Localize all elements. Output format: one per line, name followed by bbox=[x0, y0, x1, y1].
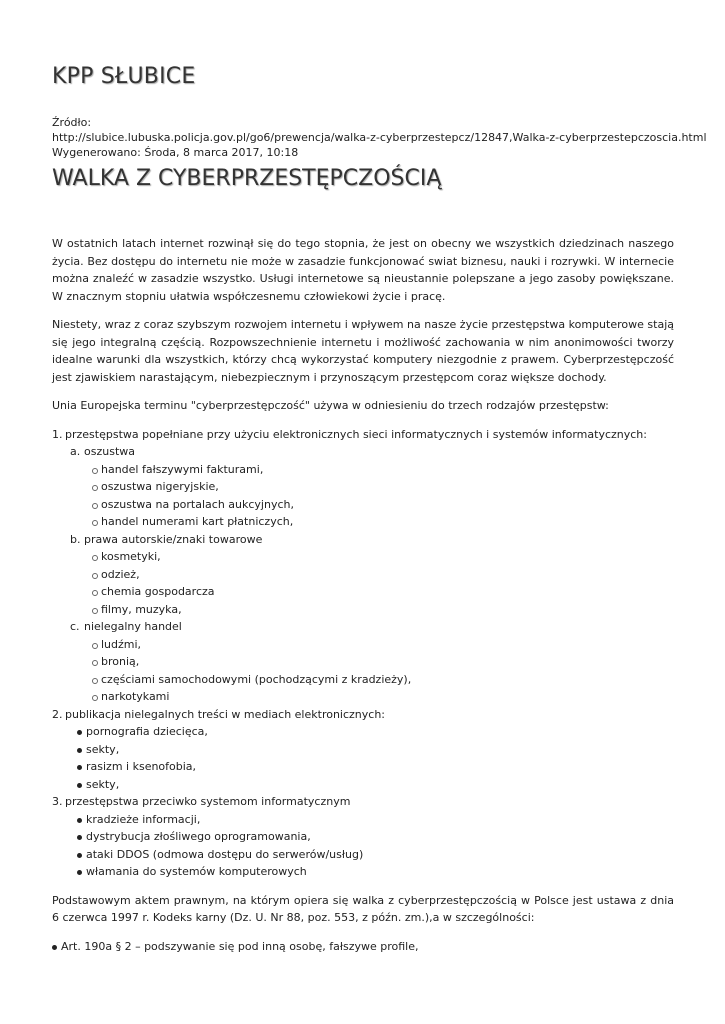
paragraph-crime: Niestety, wraz z coraz szybszym rozwojem internetu i wpływem na nasze życie przestępstwa komputerowe stają się jego integralną częścią. Rozpowszechnienie internetu i możliwość zachowania w nim anonimowości tworzy idealne warunki dla wszystkich, którzy chcą wykorzystać komputery niezgodnie z prawem. Cyberprzestępczość jest zjawiskiem narastającym, niebezpiecznym i przynoszącym przestępcom coraz większe dochody. bbox=[52, 318, 674, 384]
list-marker: 3. bbox=[52, 795, 63, 808]
paragraph-law: Podstawowym aktem prawnym, na którym opiera się walka z cyberprzestępczością w Polsce jest ustawa z dnia 6 czerwca 1997 r. Kodeks karny (Dz. U. Nr 88, poz. 553, z późn. zm.),a w szczególności: bbox=[52, 893, 674, 924]
list-marker: 1. bbox=[52, 427, 63, 441]
list-item: włamania do systemów komputerowych bbox=[77, 863, 674, 881]
list-item bbox=[70, 443, 674, 531]
list-item: sekty, bbox=[77, 741, 674, 759]
list-item: narkotykami bbox=[92, 688, 674, 706]
list-item: Art. 190a § 2 – podszywanie się pod inną osobę, fałszywe profile, bbox=[52, 938, 674, 956]
list-item: handel numerami kart płatniczych, bbox=[92, 513, 674, 531]
list-marker: a. bbox=[70, 445, 81, 458]
list-item: bronią, bbox=[92, 653, 674, 671]
list-item: rasizm i ksenofobia, bbox=[77, 758, 674, 776]
list-item: odzież, bbox=[92, 566, 674, 584]
paragraph-intro: W ostatnich latach internet rozwinął się do tego stopnia, że jest on obecny we wszystkich dziedzinach naszego życia. Bez dostępu do internetu nie może w zasadzie funkcjonować swiat biznesu, nauki i rozrywki. W internecie można znaleźć w zasadzie wszystko. Usługi internetowe są nieustannie polepszane a jego zasoby powiększane. W znacznym stopniu ułatwia współczesnemu człowiekowi życie i pracę. bbox=[52, 237, 674, 303]
list-item-label: przestępstwa przeciwko systemom informatycznym bbox=[65, 795, 351, 808]
sublist bbox=[92, 636, 674, 706]
article-title: WALKA Z CYBERPRZESTĘPCZOŚCIĄ bbox=[52, 166, 442, 191]
list-item-label: przestępstwa popełniane przy użyciu elektronicznych sieci informatycznych i systemów informatycznych: bbox=[65, 427, 647, 441]
article-body bbox=[52, 235, 674, 955]
law-articles-list bbox=[52, 938, 674, 956]
sublist bbox=[92, 548, 674, 618]
site-title: KPP SŁUBICE bbox=[52, 64, 196, 89]
list-marker: c. bbox=[70, 620, 80, 633]
generated-date: Wygenerowano: Środa, 8 marca 2017, 10:18 bbox=[52, 146, 299, 159]
list-item: dystrybucja złośliwego oprogramowania, bbox=[77, 828, 674, 846]
list-item: pornografia dziecięca, bbox=[77, 723, 674, 741]
list-item: częściami samochodowymi (pochodzącymi z kradzieży), bbox=[92, 671, 674, 689]
list-item bbox=[52, 426, 674, 706]
sublist bbox=[70, 443, 674, 706]
list-marker: b. bbox=[70, 532, 81, 546]
sublist bbox=[92, 461, 674, 531]
list-item: ataki DDOS (odmowa dostępu do serwerów/usług) bbox=[77, 846, 674, 864]
list-item: sekty, bbox=[77, 776, 674, 794]
list-item: kradzieże informacji, bbox=[77, 811, 674, 829]
list-item: oszustwa nigeryjskie, bbox=[92, 478, 674, 496]
source-meta bbox=[52, 115, 707, 160]
sublist bbox=[77, 811, 674, 881]
list-item: kosmetyki, bbox=[92, 548, 674, 566]
paragraph-eu: Unia Europejska terminu "cyberprzestępczość" używa w odniesieniu do trzech rodzajów przestępstw: bbox=[52, 399, 609, 412]
list-item bbox=[70, 531, 674, 619]
list-item: filmy, muzyka, bbox=[92, 601, 674, 619]
source-url: http://slubice.lubuska.policja.gov.pl/go6/prewencja/walka-z-cyberprzestepcz/12847,Walka-z-cyberprzestepczoscia.html bbox=[52, 131, 707, 144]
list-item-label: prawa autorskie/znaki towarowe bbox=[84, 532, 263, 546]
list-item-label: oszustwa bbox=[84, 445, 135, 458]
list-item: ludźmi, bbox=[92, 636, 674, 654]
list-item: oszustwa na portalach aukcyjnych, bbox=[92, 496, 674, 514]
list-item-label: nielegalny handel bbox=[84, 620, 182, 633]
list-item: chemia gospodarcza bbox=[92, 583, 674, 601]
crime-types-list bbox=[52, 426, 674, 881]
list-item bbox=[52, 793, 674, 881]
list-marker: 2. bbox=[52, 707, 63, 721]
list-item bbox=[52, 706, 674, 794]
list-item bbox=[70, 618, 674, 706]
list-item: handel fałszywymi fakturami, bbox=[92, 461, 674, 479]
sublist bbox=[77, 723, 674, 793]
list-item-label: publikacja nielegalnych treści w mediach elektronicznych: bbox=[65, 707, 386, 721]
source-label: Źródło: bbox=[52, 116, 92, 129]
